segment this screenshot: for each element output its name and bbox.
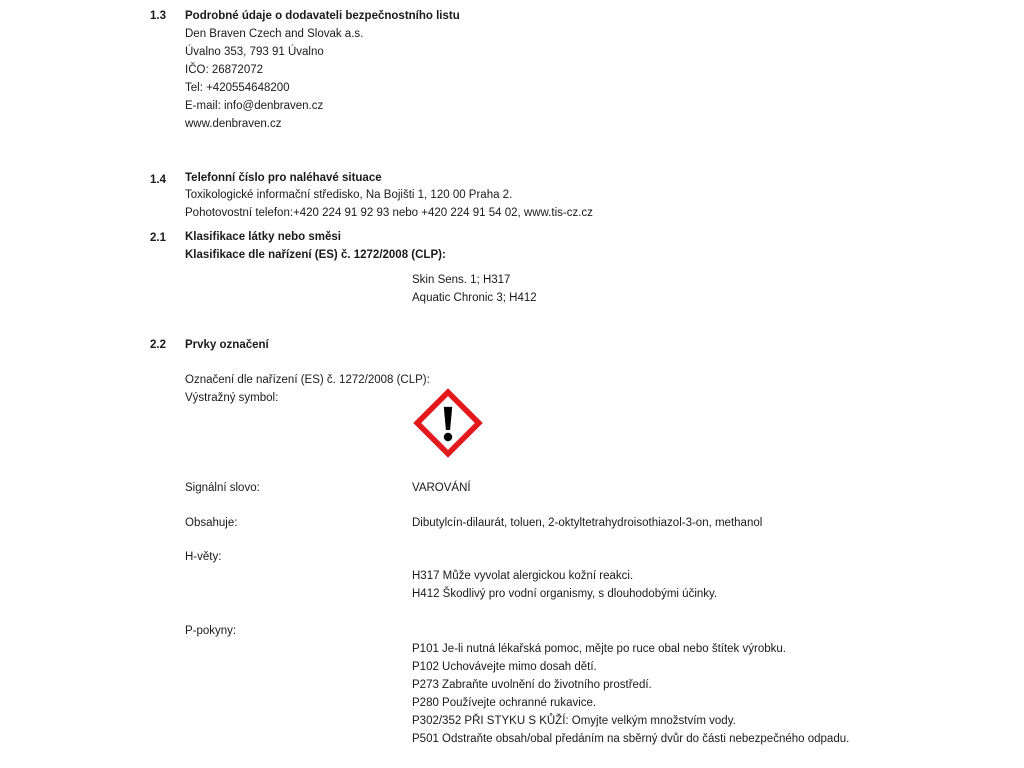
supplier-company: Den Braven Czech and Slovak a.s. [185, 28, 364, 40]
classification-subtitle: Klasifikace dle nařízení (ES) č. 1272/2008 (CLP): [185, 249, 446, 261]
h-statements-label: H-věty: [185, 551, 222, 563]
section-title-labeling: Prvky označení [185, 339, 269, 351]
section-number-2-1: 2.1 [150, 232, 166, 244]
p-statement: P273 Zabraňte uvolnění do životního prostředí. [412, 679, 652, 691]
h-statements-list [412, 567, 717, 603]
classification-list [412, 271, 537, 307]
p-statements-list [412, 640, 849, 748]
supplier-details [185, 25, 363, 133]
signal-word-value: VAROVÁNÍ [412, 482, 471, 494]
h-statement: H412 Škodlivý pro vodní organismy, s dlouhodobými účinky. [412, 588, 718, 600]
symbol-label: Výstražný symbol: [185, 392, 279, 404]
emergency-details [185, 186, 593, 222]
classification-skin: Skin Sens. 1; H317 [412, 274, 511, 286]
p-statement: P280 Používejte ochranné rukavice. [412, 697, 597, 709]
section-title-classification: Klasifikace látky nebo směsi [185, 231, 341, 243]
contains-label: Obsahuje: [185, 517, 238, 529]
section-title-emergency: Telefonní číslo pro naléhavé situace [185, 172, 382, 184]
exclamation-pictogram-icon [413, 388, 483, 458]
p-statement: P501 Odstraňte obsah/obal předáním na sběrný dvůr do části nebezpečného odpadu. [412, 733, 850, 745]
p-statement: P302/352 PŘI STYKU S KŮŽÍ: Omyjte velkým množstvím vody. [412, 715, 736, 727]
signal-word-label: Signální slovo: [185, 482, 260, 494]
section-title-supplier: Podrobné údaje o dodavateli bezpečnostního listu [185, 10, 460, 22]
section-number-2-2: 2.2 [150, 339, 166, 351]
classification-aquatic: Aquatic Chronic 3; H412 [412, 292, 537, 304]
p-statements-label: P-pokyny: [185, 625, 237, 637]
contains-value: Dibutylcín-dilaurát, toluen, 2-oktyltetrahydroisothiazol-3-on, methanol [412, 517, 763, 529]
p-statement: P101 Je-li nutná lékařská pomoc, mějte po ruce obal nebo štítek výrobku. [412, 643, 786, 655]
supplier-email: E-mail: info@denbraven.cz [185, 100, 324, 112]
p-statement: P102 Uchovávejte mimo dosah dětí. [412, 661, 597, 673]
section-number-1-4: 1.4 [150, 174, 166, 186]
supplier-website: www.denbraven.cz [185, 118, 282, 130]
supplier-phone: Tel: +420554648200 [185, 82, 290, 94]
supplier-ico: IČO: 26872072 [185, 64, 264, 76]
labeling-regulation: Označení dle nařízení (ES) č. 1272/2008 (CLP): [185, 374, 430, 386]
emergency-phone: Pohotovostní telefon:+420 224 91 92 93 nebo +420 224 91 54 02, www.tis-cz.cz [185, 207, 593, 219]
emergency-center: Toxikologické informační středisko, Na Bojišti 1, 120 00 Praha 2. [185, 189, 513, 201]
supplier-address: Úvalno 353, 793 91 Úvalno [185, 46, 324, 58]
section-number-1-3: 1.3 [150, 10, 166, 22]
h-statement: H317 Může vyvolat alergickou kožní reakci. [412, 570, 634, 582]
